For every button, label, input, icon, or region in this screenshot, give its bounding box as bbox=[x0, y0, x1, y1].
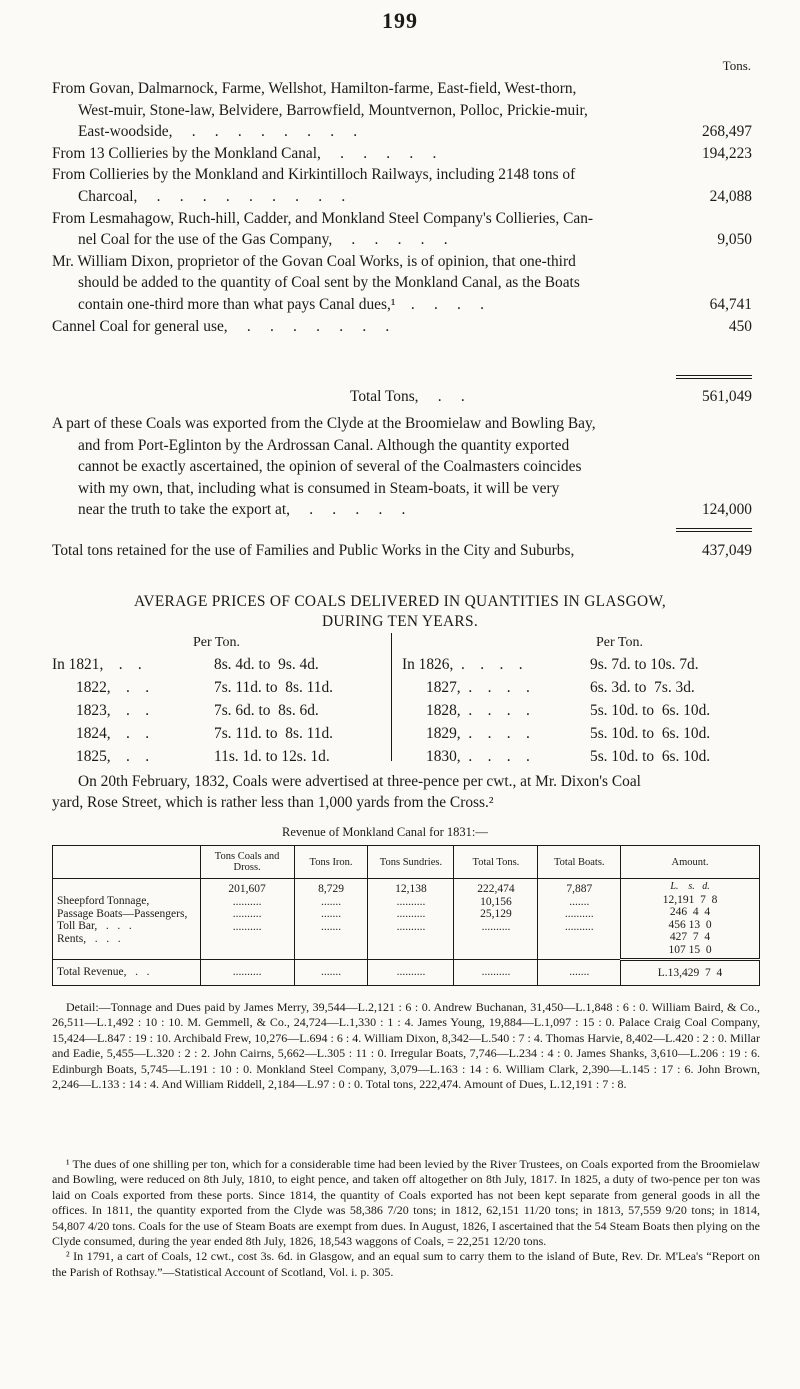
revenue-amount: 107 15 0 bbox=[668, 943, 712, 956]
supply-line: From Collieries by the Monkland and Kirkintilloch Railways, including 2148 tons of bbox=[52, 166, 576, 184]
tons-column-header: Tons. bbox=[722, 58, 751, 73]
advert-note-line: On 20th February, 1832, Coals were advertised at three-pence per cwt., at Mr. Dixon's Coal bbox=[78, 773, 641, 790]
revenue-total-label: Total Revenue, . . bbox=[53, 960, 201, 986]
revenue-value: .......... bbox=[232, 895, 262, 908]
sum-rule bbox=[676, 375, 752, 376]
revenue-column-header: Amount. bbox=[621, 846, 760, 879]
supply-row bbox=[52, 164, 752, 207]
price-year: In 1826, . . . . bbox=[402, 656, 523, 673]
revenue-column-header: Tons Coals and Dross. bbox=[200, 846, 294, 879]
revenue-caption: Revenue of Monkland Canal for 1831:— bbox=[282, 825, 488, 839]
supply-tons: 24,088 bbox=[709, 187, 752, 205]
per-ton-header-left: Per Ton. bbox=[193, 635, 240, 650]
revenue-column-header: Total Tons. bbox=[454, 846, 538, 879]
revenue-cell bbox=[53, 879, 201, 960]
revenue-value: .......... bbox=[481, 920, 511, 933]
price-range: 6s. 3d. to 7s. 3d. bbox=[590, 679, 695, 696]
supply-tons: 268,497 bbox=[701, 123, 752, 141]
export-line: A part of these Coals was exported from the Clyde at the Broomielaw and Bowling Bay, bbox=[52, 415, 596, 432]
export-paragraph bbox=[52, 413, 752, 521]
total-tons-label: Total Tons, . . bbox=[350, 388, 465, 405]
supply-line: contain one-third more than what pays Canal dues,¹ . . . . bbox=[78, 295, 484, 313]
supply-tons: 9,050 bbox=[717, 231, 752, 249]
revenue-column-header: Tons Iron. bbox=[294, 846, 368, 879]
revenue-column-header: Total Boats. bbox=[538, 846, 621, 879]
dues-detail bbox=[52, 1000, 760, 1092]
sum-rule bbox=[676, 378, 752, 379]
footnotes bbox=[52, 1157, 760, 1280]
price-year: 1829, . . . . bbox=[426, 725, 530, 742]
price-range: 8s. 4d. to 9s. 4d. bbox=[214, 656, 319, 673]
revenue-value: 12,138 bbox=[395, 883, 427, 895]
supply-line: nel Coal for the use of the Gas Company, . . . . . bbox=[78, 231, 448, 249]
advert-note-line: yard, Rose Street, which is rather less than 1,000 yards from the Cross.² bbox=[52, 794, 494, 811]
supply-line: Charcoal, . . . . . . . . . bbox=[78, 187, 346, 205]
supply-line: From Lesmahagow, Ruch-hill, Cadder, and Monkland Steel Company's Collieries, Can- bbox=[52, 209, 594, 227]
price-range: 5s. 10d. to 6s. 10d. bbox=[590, 725, 711, 742]
revenue-value: .......... bbox=[396, 908, 426, 920]
revenue-value: .......... bbox=[396, 895, 426, 908]
column-divider bbox=[391, 633, 392, 761]
revenue-value: Toll Bar, . . . bbox=[57, 920, 132, 932]
revenue-total-cell: ....... bbox=[538, 960, 621, 986]
prices-heading: AVERAGE PRICES OF COALS DELIVERED IN QUANTITIES IN GLASGOW, bbox=[134, 593, 666, 610]
revenue-body-row bbox=[53, 879, 760, 960]
revenue-value: .......... bbox=[564, 908, 594, 920]
coal-supply-list bbox=[52, 78, 752, 337]
revenue-value: Rents, . . . bbox=[57, 932, 121, 945]
price-year: 1822, . . bbox=[76, 679, 150, 696]
export-line: near the truth to take the export at, . . . . . bbox=[78, 501, 406, 519]
amount-unit-header: L. s. d. bbox=[670, 881, 710, 892]
revenue-cell bbox=[454, 879, 538, 960]
price-range: 5s. 10d. to 6s. 10d. bbox=[590, 748, 711, 765]
revenue-value: .......... bbox=[564, 920, 594, 933]
supply-line: East-woodside, . . . . . . . . bbox=[78, 123, 358, 141]
revenue-value: 8,729 bbox=[318, 883, 344, 895]
price-year: 1830, . . . . bbox=[426, 748, 530, 765]
revenue-value: Passage Boats—Passengers, bbox=[57, 907, 188, 920]
revenue-total-cell: .......... bbox=[454, 960, 538, 986]
revenue-total-amount: L.13,429 7 4 bbox=[621, 960, 760, 986]
per-ton-header-right: Per Ton. bbox=[596, 635, 643, 650]
revenue-cell bbox=[368, 879, 454, 960]
revenue-value: ....... bbox=[320, 908, 342, 920]
price-range: 11s. 1d. to 12s. 1d. bbox=[214, 748, 330, 765]
supply-row bbox=[52, 251, 752, 316]
price-range: 9s. 7d. to 10s. 7d. bbox=[590, 656, 699, 673]
supply-row bbox=[52, 208, 752, 251]
export-tons: 124,000 bbox=[701, 501, 752, 519]
revenue-cell bbox=[294, 879, 368, 960]
supply-line: Cannel Coal for general use, . . . . . . . bbox=[52, 317, 390, 335]
supply-tons: 64,741 bbox=[709, 295, 752, 313]
price-year: 1823, . . bbox=[76, 702, 150, 719]
supply-line: Mr. William Dixon, proprietor of the Govan Coal Works, is of opinion, that one-third bbox=[52, 252, 576, 270]
revenue-amount: 456 13 0 bbox=[668, 918, 712, 931]
price-range: 7s. 11d. to 8s. 11d. bbox=[214, 725, 333, 742]
price-range: 5s. 10d. to 6s. 10d. bbox=[590, 702, 711, 719]
supply-tons: 194,223 bbox=[701, 144, 752, 162]
revenue-amount: 12,191 7 8 bbox=[662, 893, 718, 906]
revenue-value: .......... bbox=[232, 920, 262, 933]
revenue-value: ....... bbox=[569, 895, 590, 908]
revenue-value: 201,607 bbox=[228, 883, 266, 895]
revenue-total-cell: .......... bbox=[200, 960, 294, 986]
revenue-total-row bbox=[53, 960, 760, 986]
revenue-column-header: Tons Sundries. bbox=[368, 846, 454, 879]
revenue-cell bbox=[200, 879, 294, 960]
page-number: 199 bbox=[382, 8, 418, 33]
revenue-value: .......... bbox=[396, 920, 426, 933]
price-range: 7s. 11d. to 8s. 11d. bbox=[214, 679, 333, 696]
revenue-amount-cell bbox=[621, 879, 760, 960]
price-year: 1828, . . . . bbox=[426, 702, 530, 719]
price-year: In 1821, . . bbox=[52, 656, 142, 673]
revenue-value: ....... bbox=[320, 895, 342, 908]
revenue-value: ....... bbox=[320, 920, 342, 933]
revenue-total-cell: ....... bbox=[294, 960, 368, 986]
revenue-value: 25,129 bbox=[480, 908, 512, 920]
revenue-amount: 427 7 4 bbox=[669, 931, 711, 943]
supply-line: West-muir, Stone-law, Belvidere, Barrowfield, Mountvernon, Polloc, Prickie-muir, bbox=[78, 101, 588, 119]
retained-label: Total tons retained for the use of Families and Public Works in the City and Suburbs, bbox=[52, 542, 575, 559]
revenue-value: Sheepford Tonnage, bbox=[57, 895, 150, 907]
price-year: 1827, . . . . bbox=[426, 679, 530, 696]
retained-row bbox=[52, 542, 752, 560]
sum-rule bbox=[676, 531, 752, 532]
supply-line: From Govan, Dalmarnock, Farme, Wellshot, Hamilton-farme, East-field, West-thorn, bbox=[52, 80, 577, 97]
revenue-table bbox=[52, 845, 760, 986]
supply-row bbox=[52, 316, 752, 338]
revenue-cell bbox=[538, 879, 621, 960]
export-line: cannot be exactly ascertained, the opinion of several of the Coalmasters coincides bbox=[78, 458, 582, 476]
supply-row bbox=[52, 143, 752, 165]
revenue-value: 7,887 bbox=[566, 883, 593, 895]
prices-subheading: DURING TEN YEARS. bbox=[321, 613, 478, 630]
sum-rule bbox=[676, 528, 752, 529]
footnote-1: ¹ The dues of one shilling per ton, which for a considerable time had been levied by the River Trustees, on Coals exported from the Broomielaw and Bowling, were reduced on 8th July, 1810, to eight pence, and taken off altogether on 8th July, 1817. In 1825, a duty of two-pence per ton was laid on Coals exported from these ports. Since 1814, the quantity of Coals exported has not been kept separate from general goods in all the offices. In 1811, the quantity exported from the Clyde was 58,386 7/20 tons; in 1812, 62,151 11/20 tons; in 1813, 57,559 9/20 tons; in 1814, 54,807 4/20 tons. Coals for the use of Steam Boats are exempt from dues. In August, 1826, I ascertained that the 54 Steam Boats then plying on the Clyde consumed, during the year ended 8th July, 1826, 18,543 waggons of Coals, = 22,251 12/20 tons. bbox=[52, 1157, 760, 1249]
revenue-value: .......... bbox=[232, 908, 262, 920]
revenue-total-cell: .......... bbox=[368, 960, 454, 986]
supply-tons: 450 bbox=[728, 317, 752, 335]
total-tons-value: 561,049 bbox=[701, 388, 752, 405]
revenue-header-row bbox=[53, 846, 760, 879]
price-range: 7s. 6d. to 8s. 6d. bbox=[214, 702, 319, 719]
revenue-column-header bbox=[53, 846, 201, 879]
export-line: with my own, that, including what is consumed in Steam-boats, it will be very bbox=[78, 479, 560, 497]
price-year: 1824, . . bbox=[76, 725, 150, 742]
revenue-value: 222,474 bbox=[477, 883, 515, 895]
supply-line: should be added to the quantity of Coal sent by the Monkland Canal, as the Boats bbox=[78, 274, 580, 292]
retained-value: 437,049 bbox=[701, 542, 752, 559]
export-line: and from Port-Eglinton by the Ardrossan Canal. Although the quantity exported bbox=[78, 436, 570, 454]
footnote-2: ² In 1791, a cart of Coals, 12 cwt., cost 3s. 6d. in Glasgow, and an equal sum to carry them to the island of Bute, Rev. Dr. M'Lea's “Report on the Parish of Rothsay.”—Statistical Account of Scotland, Vol. i. p. 305. bbox=[52, 1249, 760, 1279]
dues-detail-text: Detail:—Tonnage and Dues paid by James Merry, 39,544—L.2,121 : 6 : 0. Andrew Buchanan, 31,450—L.1,848 : 6 : 0. William Baird, & Co., 26,511—L.1,492 : 10 : 10. M. Gemmell, & Co., 24,724—L.1,330 : 1 : 4. James Young, 19,884—L.1,097 : 15 : 0. Palace Craig Coal Company, 15,424—L.847 : 19 : 10. Archibald Frew, 10,276—L.694 : 6 : 4. William Dixon, 8,342—L.540 : 7 : 4. Thomas Harvie, 8,402—L.420 : 2 : 0. Millar and Eadie, 5,455—L.320 : 2 : 2. John Cairns, 5,662—L.305 : 11 : 0. Irregular Boats, 7,746—L.234 : 4 : 0. James Shanks, 3,610—L.206 : 19 : 6. Edinburgh Boats, 5,745—L.191 : 10 : 0. Monkland Steel Company, 3,079—L.163 : 14 : 6. William Clark, 2,390—L.145 : 17 : 6. John Brown, 2,246—L.133 : 14 : 4. And William Riddell, 2,184—L.97 : 0 : 0. Total tons, 222,474. Amount of Dues, L.12,191 : 7 : 8. bbox=[52, 1000, 760, 1092]
price-year: 1825, . . bbox=[76, 748, 150, 765]
revenue-amount: 246 4 4 bbox=[669, 906, 711, 918]
supply-line: From 13 Collieries by the Monkland Canal, . . . . . bbox=[52, 144, 437, 162]
supply-row bbox=[52, 78, 752, 143]
revenue-value: 10,156 bbox=[480, 895, 512, 908]
